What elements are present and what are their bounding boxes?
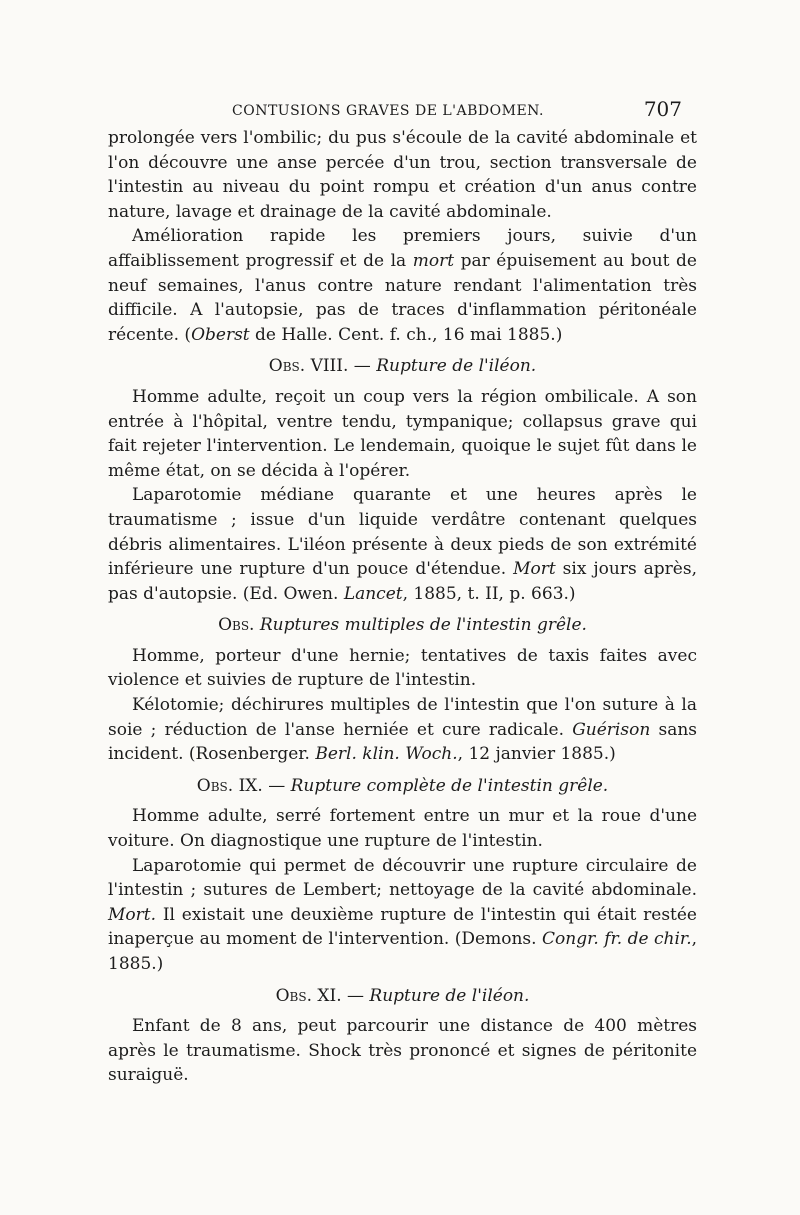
text-run: Homme adulte, reçoit un coup vers la région ombilicale. A son entrée à l'hôpital, ventre tendu, tympanique; collapsus grave qui fait rejeter l'intervention. Le lendemain, quoique le sujet fût dans le même état, on se décida à l'opérer. <box>108 386 697 481</box>
page-body <box>108 126 697 1088</box>
italic-run: Oberst <box>191 324 250 345</box>
text-run: sans incident. (Rosenberger. <box>108 719 698 765</box>
observation-label: Obs. VIII. <box>268 356 349 377</box>
paragraph <box>108 804 697 853</box>
text-run: Enfant de 8 ans, peut parcourir une distance de 400 mètres après le traumatisme. Shock très prononcé et signes de péritonite suraiguë. <box>108 1016 697 1086</box>
text-run: Laparotomie qui permet de découvrir une rupture circulaire de l'intestin ; sutures de Lembert; nettoyage de la cavité abdominale. <box>108 855 697 901</box>
paragraph <box>108 126 697 224</box>
text-run: Il existait une deuxième rupture de l'intestin qui était restée inaperçue au moment de l'intervention. (Demons. <box>108 904 697 950</box>
page-header <box>108 97 682 125</box>
text-run: , 1885.) <box>108 929 698 974</box>
italic-run: Guérison <box>572 719 651 740</box>
italic-run: Lancet <box>343 583 403 604</box>
heading-dash: — <box>262 775 291 796</box>
text-run: Laparotomie médiane quarante et une heures après le traumatisme ; issue d'un liquide verdâtre contenant quelques débris alimentaires. L'iléon présente à deux pieds de son extrémité inférieure une rupture d'un pouce d'étendue. <box>108 485 697 580</box>
italic-run: Congr. fr. de chir. <box>542 929 692 950</box>
italic-run: Mort. <box>108 904 157 925</box>
page-number: 707 <box>643 97 682 121</box>
text-run: Homme, porteur d'une hernie; tentatives de taxis faites avec violence et suivies de rupture de l'intestin. <box>108 645 697 691</box>
observation-heading <box>108 613 697 638</box>
paragraph <box>108 224 697 347</box>
observation-heading <box>108 984 697 1009</box>
observation-label: Obs. XI. <box>275 985 342 1006</box>
observation-title: Rupture de l'iléon. <box>369 985 530 1006</box>
observation-title: Rupture complète de l'intestin grêle. <box>290 775 609 796</box>
heading-dash: — <box>348 356 377 377</box>
observation-heading <box>108 774 697 799</box>
text-run: Amélioration rapide les premiers jours, suivie d'un affaiblissement progressif et de la <box>108 226 697 271</box>
text-run: par épuisement au bout de neuf semaines, l'anus contre nature rendant l'alimentation très difficile. A l'autopsie, pas de traces d'inflammation péritonéale récente. ( <box>108 250 697 345</box>
text-run: , 12 janvier 1885.) <box>457 744 616 765</box>
text-run: de Halle. Cent. f. ch., 16 mai 1885.) <box>249 324 563 345</box>
text-run: Kélotomie; déchirures multiples de l'intestin que l'on suture à la soie ; réduction de l'anse herniée et cure radicale. <box>108 695 697 740</box>
paragraph <box>108 1014 697 1088</box>
text-run: Homme adulte, serré fortement entre un mur et la roue d'une voiture. On diagnostique une rupture de l'intestin. <box>108 806 697 852</box>
italic-run: Berl. klin. Woch. <box>315 744 458 765</box>
text-run: six jours après, pas d'autopsie. (Ed. Owen. <box>108 559 697 604</box>
text-run: prolongée vers l'ombilic; du pus s'écoule de la cavité abdominale et l'on découvre une anse percée d'un trou, section transversale de l'intestin au niveau du point rompu et création d'un anus contre nature, lavage et drainage de la cavité abdominale. <box>108 128 697 222</box>
paragraph <box>108 854 697 977</box>
observation-title: Ruptures multiples de l'intestin grêle. <box>259 615 587 636</box>
observation-label: Obs. IX. <box>196 775 263 796</box>
heading-dash: — <box>341 985 370 1006</box>
observation-label: Obs. <box>218 615 255 636</box>
paragraph <box>108 693 697 767</box>
observation-title: Rupture de l'iléon. <box>376 356 537 377</box>
observation-heading <box>108 354 697 379</box>
paragraph <box>108 483 697 606</box>
italic-run: mort <box>412 250 455 271</box>
text-run: , 1885, t. II, p. 663.) <box>402 583 576 604</box>
paragraph <box>108 644 697 693</box>
paragraph <box>108 385 697 483</box>
running-title: CONTUSIONS GRAVES DE L'ABDOMEN. <box>232 103 544 119</box>
italic-run: Mort <box>513 559 556 580</box>
